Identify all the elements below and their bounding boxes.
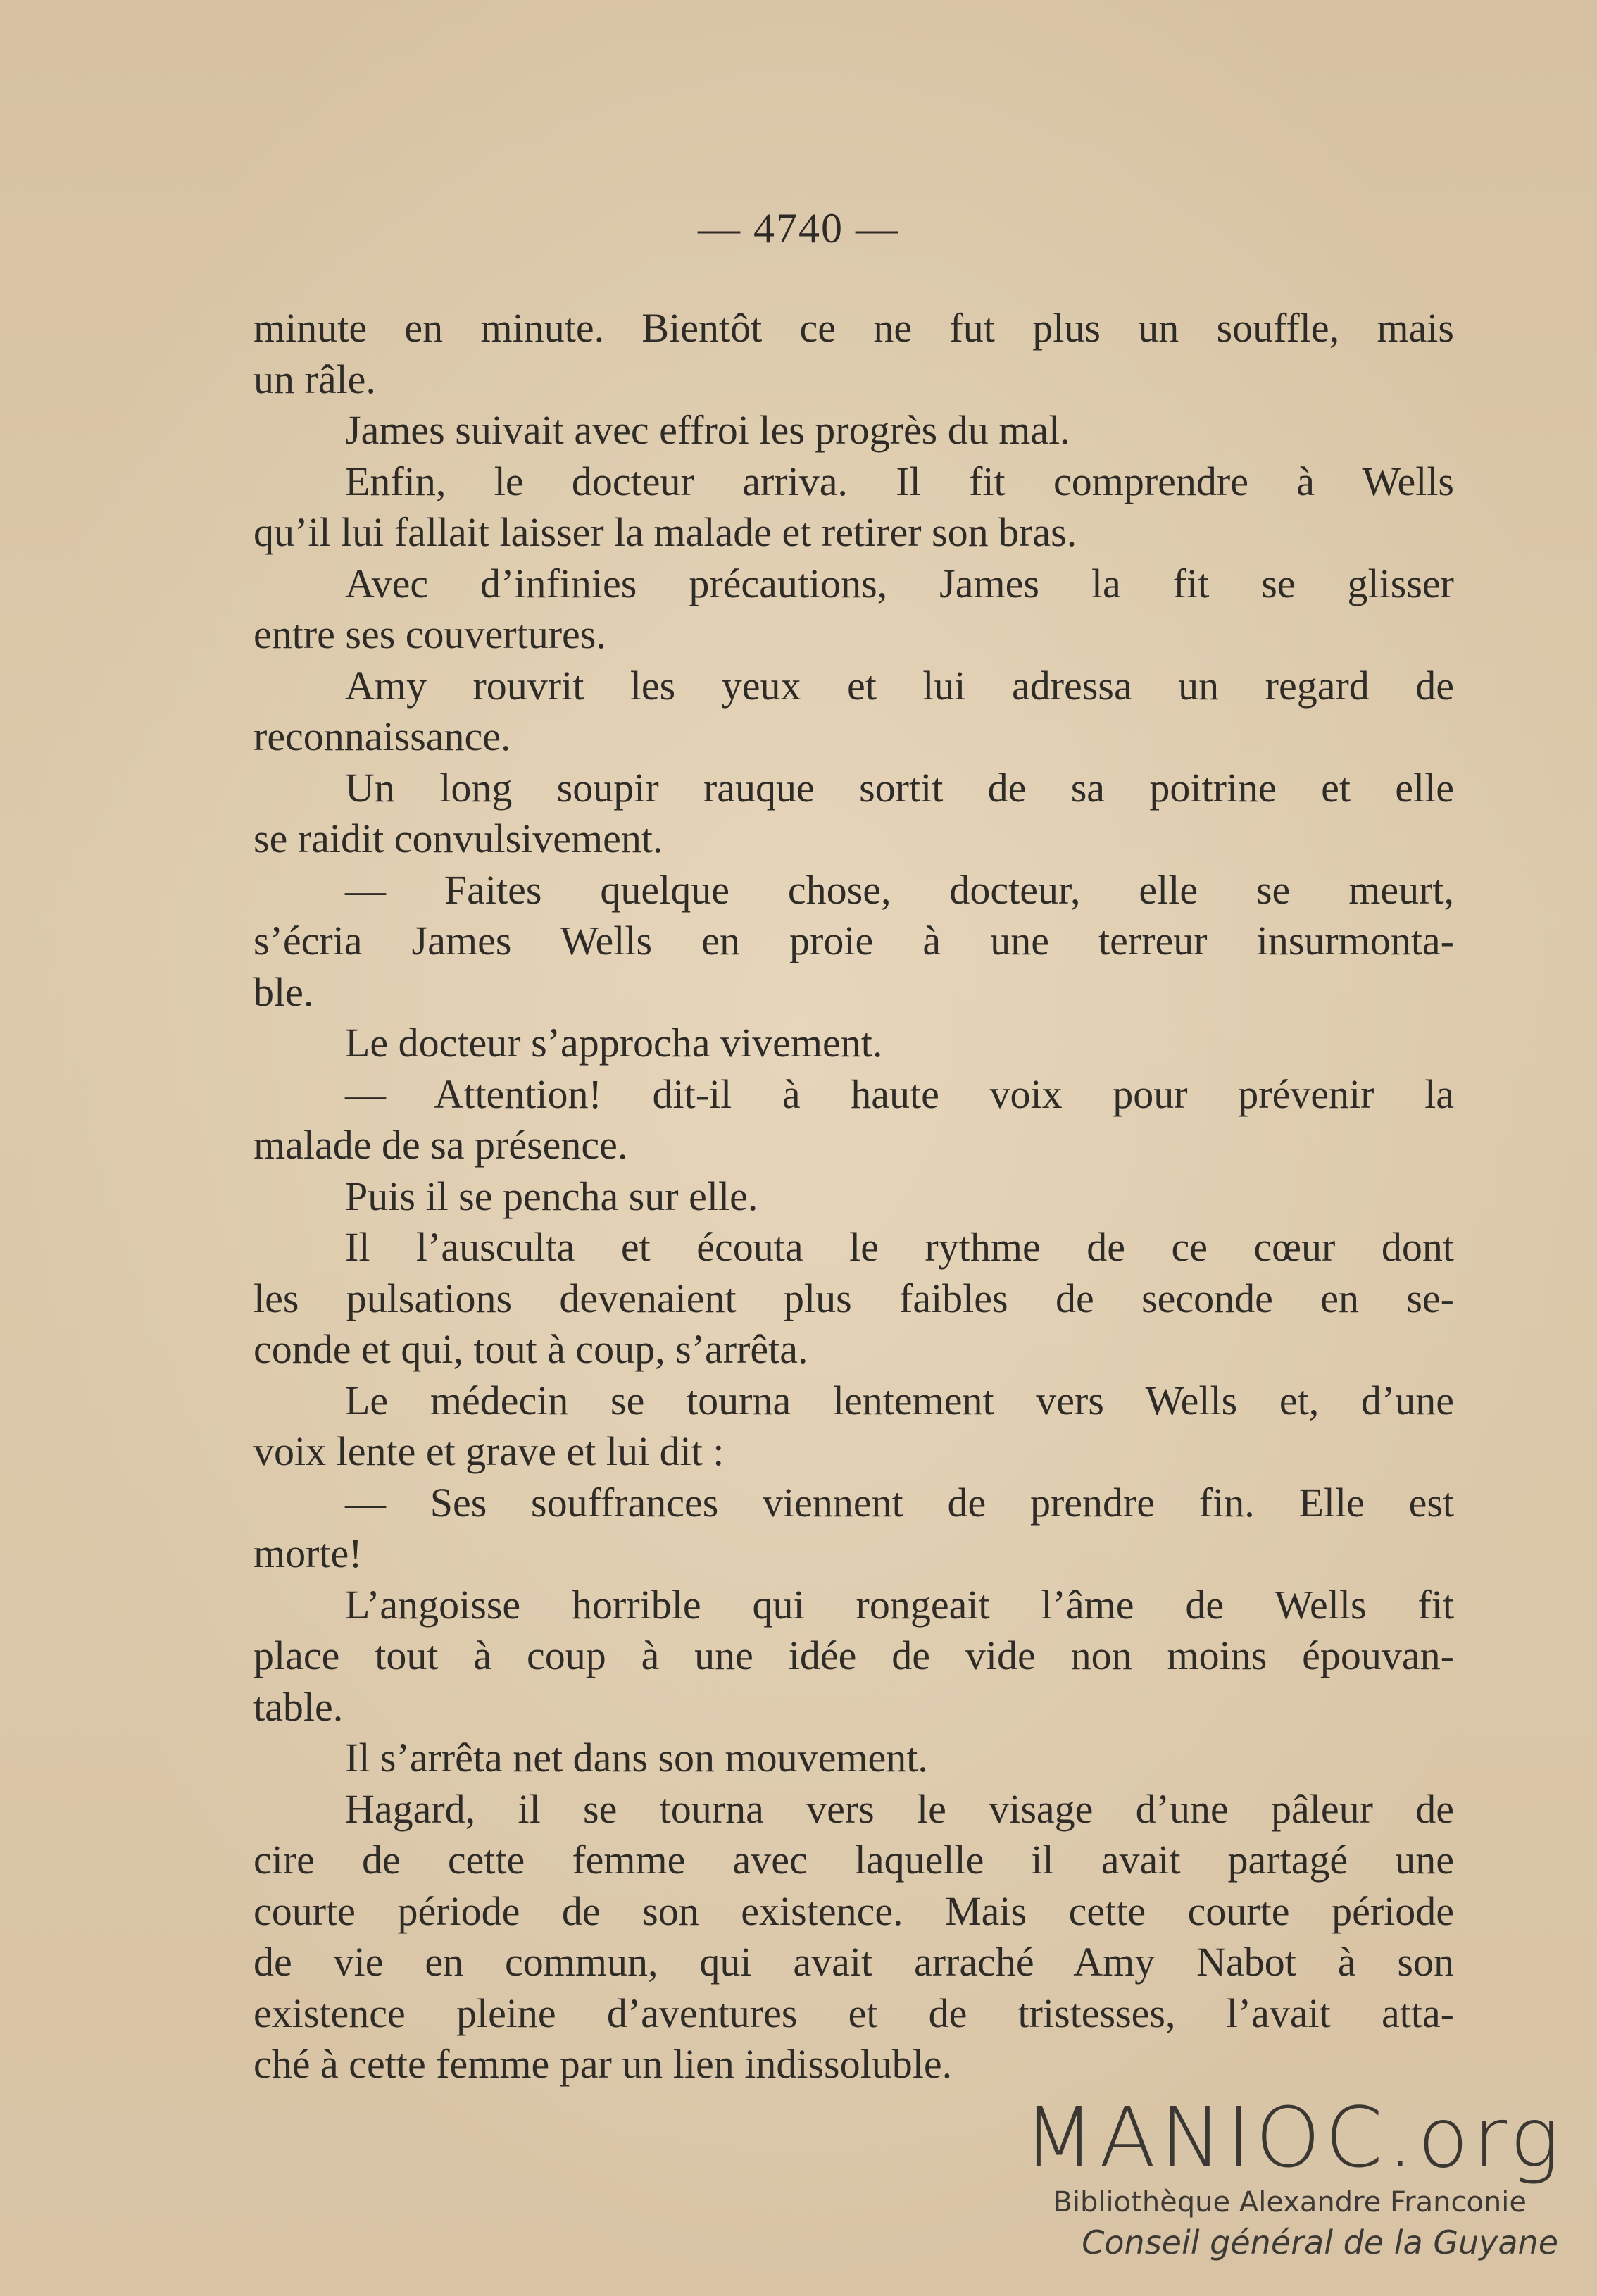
text-line: — Ses souffrances viennent de prendre fin. Elle est — [345, 1479, 1454, 1526]
text-line: Puis il se pencha sur elle. — [345, 1173, 758, 1219]
text-line: ble. — [253, 968, 314, 1015]
text-line: Il s’arrêta net dans son mouvement. — [345, 1735, 928, 1780]
page-number: — 4740 — — [698, 205, 899, 251]
text-line: ché à cette femme par un lien indissoluble. — [253, 2041, 953, 2087]
text-line: table. — [253, 1683, 344, 1730]
text-line: qu’il lui fallait laisser la malade et retirer son bras. — [253, 509, 1077, 555]
text-line: — Attention! dit-il à haute voix pour prévenir la — [345, 1071, 1454, 1117]
text-line: conde et qui, tout à coup, s’arrêta. — [253, 1326, 808, 1372]
council-name: Conseil général de la Guyane — [1082, 2223, 1558, 2261]
text-line: minute en minute. Bientôt ce ne fut plus un souffle, mais — [253, 305, 1454, 351]
library-name: Bibliothèque Alexandre Franconie — [1053, 2186, 1527, 2219]
manioc-branding — [1023, 2089, 1564, 2264]
text-line: Enfin, le docteur arriva. Il fit comprendre à Wells — [345, 458, 1454, 504]
text-line: place tout à coup à une idée de vide non moins épouvan- — [253, 1633, 1454, 1678]
text-line: de vie en commun, qui avait arraché Amy Nabot à son — [253, 1939, 1454, 1985]
text-line: existence pleine d’aventures et de tristesses, l’avait atta- — [253, 1990, 1454, 2036]
body-text — [253, 303, 1454, 2090]
text-line: James suivait avec effroi les progrès du mal. — [345, 407, 1070, 453]
text-line: entre ses couvertures. — [253, 611, 606, 657]
text-line: Il l’ausculta et écouta le rythme de ce cœur dont — [345, 1224, 1454, 1270]
text-line: voix lente et grave et lui dit : — [253, 1428, 725, 1474]
text-line: morte! — [253, 1530, 363, 1576]
text-line: courte période de son existence. Mais cette courte période — [253, 1888, 1454, 1934]
text-line: Avec d’infinies précautions, James la fit se glisser — [345, 560, 1454, 606]
text-line: se raidit convulsivement. — [253, 816, 663, 861]
text-line: un râle. — [253, 356, 376, 402]
text-line: Amy rouvrit les yeux et lui adressa un regard de — [345, 662, 1454, 709]
text-line: cire de cette femme avec laquelle il avait partagé une — [253, 1837, 1454, 1883]
text-line: reconnaissance. — [253, 713, 511, 759]
text-line: Le médecin se tourna lentement vers Wells et, d’une — [345, 1377, 1454, 1423]
text-line: Hagard, il se tourna vers le visage d’une pâleur de — [345, 1785, 1454, 1832]
text-line: Le docteur s’approcha vivement. — [345, 1020, 883, 1066]
text-line: L’angoisse horrible qui rongeait l’âme de Wells fit — [345, 1581, 1454, 1628]
text-line: Un long soupir rauque sortit de sa poitrine et elle — [345, 764, 1454, 811]
text-line: s’écria James Wells en proie à une terreur insurmonta- — [253, 918, 1454, 963]
text-line: les pulsations devenaient plus faibles de seconde en se- — [253, 1275, 1454, 1321]
manioc-logo: MANIOC.org — [1023, 2089, 1564, 2186]
text-line: malade de sa présence. — [253, 1122, 628, 1168]
text-line: — Faites quelque chose, docteur, elle se meurt, — [345, 866, 1454, 913]
